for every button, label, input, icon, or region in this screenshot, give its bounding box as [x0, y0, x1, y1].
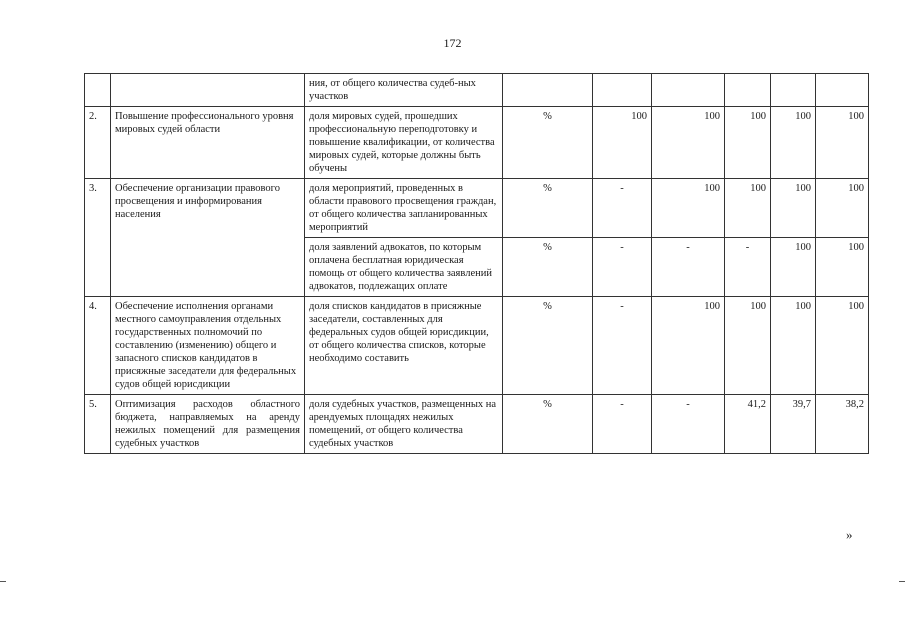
value-cell: 100 [771, 179, 816, 238]
page-number: 172 [443, 36, 462, 50]
row-number: 3. [85, 179, 111, 297]
value-cell: 100 [816, 238, 869, 297]
value-cell: 100 [593, 107, 652, 179]
task-cell: Обеспечение исполнения органами местного самоуправления отдельных государственных полномочий по составлению (изменению) общего и запасного списков кандидатов в присяжные заседатели для федеральных судов общей юрисдикции [111, 297, 305, 395]
scan-edge-mark-right [899, 581, 905, 582]
value-cell: 100 [725, 107, 771, 179]
value-cell [771, 74, 816, 107]
task-cell: Обеспечение организации правового просвещения и информирования населения [111, 179, 305, 297]
value-cell: 100 [652, 179, 725, 238]
scan-edge-mark-left [0, 581, 6, 582]
value-cell: 38,2 [816, 395, 869, 454]
task-cell: Повышение профессионального уровня мировых судей области [111, 107, 305, 179]
row-number: 2. [85, 107, 111, 179]
task-cell [111, 74, 305, 107]
value-cell [593, 74, 652, 107]
unit-cell [503, 74, 593, 107]
value-cell: 100 [771, 238, 816, 297]
value-cell [725, 74, 771, 107]
row-number [85, 74, 111, 107]
unit-cell: % [503, 297, 593, 395]
indicators-table [84, 73, 869, 454]
table-row [85, 107, 869, 179]
value-cell: 100 [725, 179, 771, 238]
value-cell: 100 [816, 179, 869, 238]
indicator-cell: доля мероприятий, проведенных в области правового просвещения граждан, от общего количества запланированных мероприятий [305, 179, 503, 238]
unit-cell: % [503, 107, 593, 179]
task-cell: Оптимизация расходов областного бюджета, направляемых на аренду нежилых помещений для размещения судебных участков [111, 395, 305, 454]
table-row [85, 74, 869, 107]
value-cell: - [652, 395, 725, 454]
value-cell: - [593, 395, 652, 454]
value-cell: 100 [771, 107, 816, 179]
value-cell: - [593, 238, 652, 297]
unit-cell: % [503, 238, 593, 297]
value-cell: 100 [816, 297, 869, 395]
indicator-cell: доля списков кандидатов в присяжные заседатели, составленных для федеральных судов общей юрисдикции, от общего количества списков, которые необходимо составить [305, 297, 503, 395]
value-cell: 100 [652, 297, 725, 395]
table-row [85, 297, 869, 395]
value-cell: - [725, 238, 771, 297]
value-cell: 100 [816, 107, 869, 179]
row-number: 5. [85, 395, 111, 454]
value-cell: - [593, 179, 652, 238]
value-cell [816, 74, 869, 107]
indicator-cell: доля судебных участков, размещенных на арендуемых площадях нежилых помещений, от общего количества судебных участков [305, 395, 503, 454]
row-number: 4. [85, 297, 111, 395]
value-cell: - [593, 297, 652, 395]
value-cell: 100 [652, 107, 725, 179]
table-row [85, 395, 869, 454]
value-cell: 100 [771, 297, 816, 395]
value-cell: - [652, 238, 725, 297]
table-row [85, 179, 869, 238]
value-cell: 100 [725, 297, 771, 395]
closing-quote-mark: » [846, 527, 853, 542]
value-cell: 41,2 [725, 395, 771, 454]
indicator-cell: доля мировых судей, прошедших профессиональную переподготовку и повышение квалификации, от количества мировых судей, которые должны быть обучены [305, 107, 503, 179]
value-cell: 39,7 [771, 395, 816, 454]
value-cell [652, 74, 725, 107]
indicator-cell: доля заявлений адвокатов, по которым оплачена бесплатная юридическая помощь от общего количества заявлений адвокатов, подлежащих оплате [305, 238, 503, 297]
indicator-cell: ния, от общего количества судеб-ных участков [305, 74, 503, 107]
unit-cell: % [503, 179, 593, 238]
unit-cell: % [503, 395, 593, 454]
